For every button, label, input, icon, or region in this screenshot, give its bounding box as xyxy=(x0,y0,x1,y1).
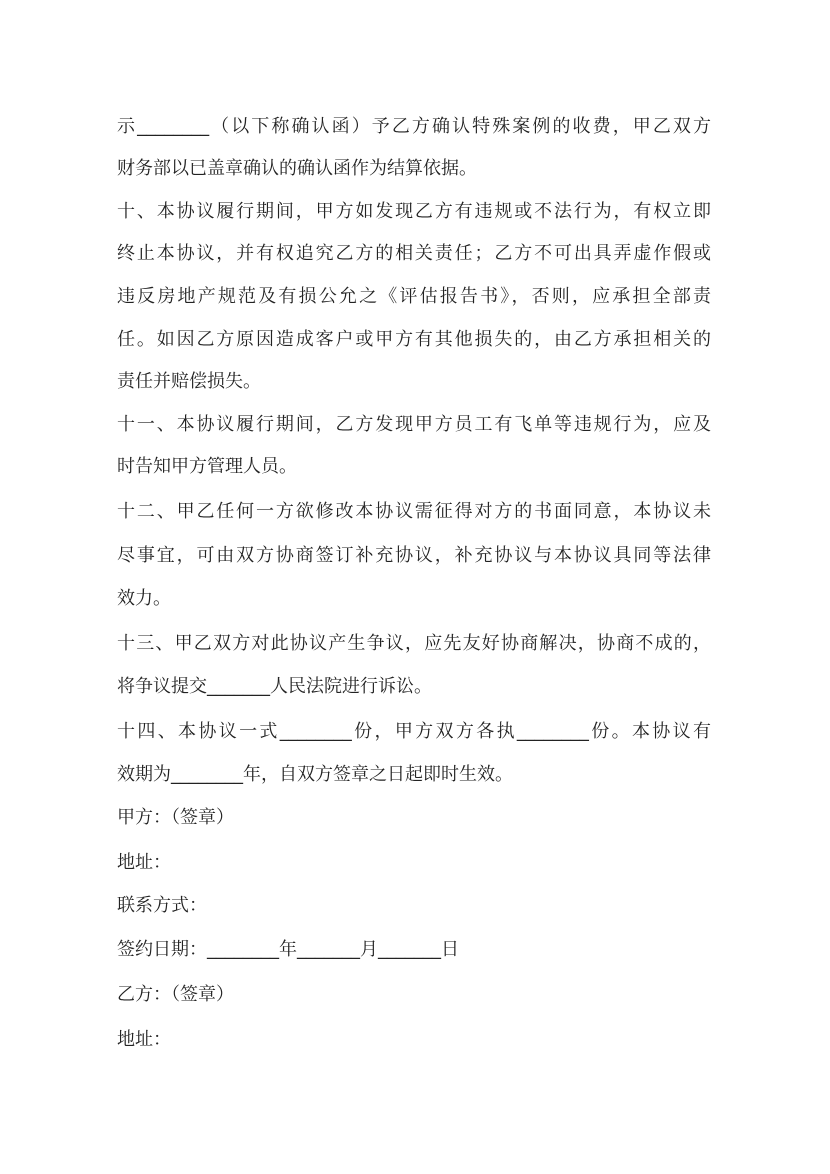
text-line: 十四、本协议一式________份，甲方双方各执________份。本协议有 xyxy=(117,721,711,742)
text-line: 时告知甲方管理人员。 xyxy=(117,456,297,477)
text-line: 地址： xyxy=(117,852,171,873)
text-line: 甲方：（签章） xyxy=(117,807,234,828)
text-line: 十、本协议履行期间，甲方如发现乙方有违规或不法行为，有权立即 xyxy=(117,201,711,222)
text-line: 终止本协议，并有权追究乙方的相关责任；乙方不可出具弄虚作假或 xyxy=(117,243,711,264)
text-line: 联系方式： xyxy=(117,895,207,916)
text-line: 任。如因乙方原因造成客户或甲方有其他损失的，由乙方承担相关的 xyxy=(117,329,711,350)
text-line: 效力。 xyxy=(117,588,171,609)
text-line: 十三、甲乙双方对此协议产生争议，应先友好协商解决，协商不成的， xyxy=(117,633,711,654)
text-line: 尽事宜，可由双方协商签订补充协议，补充协议与本协议具同等法律 xyxy=(117,545,711,566)
text-line: 地址： xyxy=(117,1029,171,1050)
text-line: 责任并赔偿损失。 xyxy=(117,371,261,392)
text-line: 乙方：（签章） xyxy=(117,984,234,1005)
text-line: 十一、本协议履行期间，乙方发现甲方员工有飞单等违规行为，应及 xyxy=(117,414,711,435)
text-line: 十二、甲乙任何一方欲修改本协议需征得对方的书面同意，本协议未 xyxy=(117,501,711,522)
text-line: 财务部以已盖章确认的确认函作为结算依据。 xyxy=(117,158,477,179)
text-line: 违反房地产规范及有损公允之《评估报告书》，否则，应承担全部责 xyxy=(117,286,711,307)
text-line: 示________（以下称确认函）予乙方确认特殊案例的收费，甲乙双方 xyxy=(117,116,711,137)
text-line: 效期为________年，自双方签章之日起即时生效。 xyxy=(117,764,513,785)
text-line: 将争议提交_______人民法院进行诉讼。 xyxy=(117,676,432,697)
text-line: 签约日期：________年_______月_______日 xyxy=(117,939,459,960)
